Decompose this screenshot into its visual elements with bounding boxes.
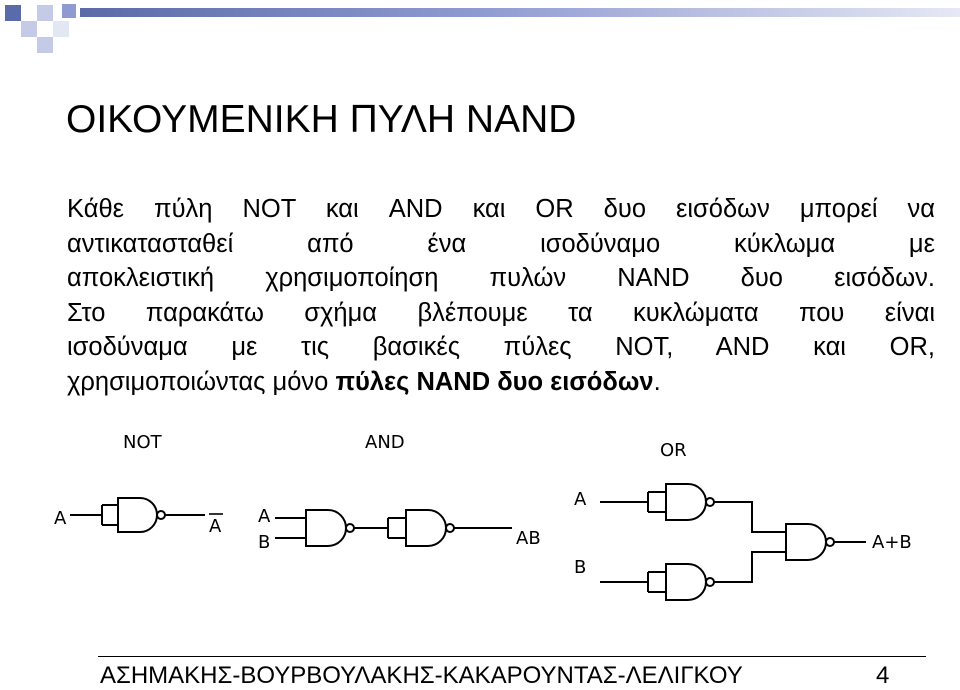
nand-bubble bbox=[346, 524, 354, 532]
and-label: AND bbox=[365, 432, 405, 453]
footer-authors: ΑΣΗΜΑΚΗΣ-ΒΟΥΡΒΟΥΛΑΚΗΣ-ΚΑΚΑΡΟΥΝΤΑΣ-ΛΕΛΙΓΚΟΥ bbox=[100, 662, 743, 689]
deco-gradient-bar bbox=[80, 8, 960, 17]
paragraph-line: αντικατασταθεί από ένα ισοδύναμο κύκλωμα με bbox=[67, 229, 935, 258]
plain-text: χρησιμοποιώντας μόνο bbox=[67, 367, 336, 396]
period: . bbox=[653, 367, 661, 396]
paragraph-line: αποκλειστική χρησιμοποίηση πυλών NAND δυο εισόδων. bbox=[67, 264, 935, 292]
nand-bubble bbox=[446, 524, 454, 532]
or-output-label: A+B bbox=[872, 532, 912, 553]
or-input-b-label: B bbox=[574, 557, 587, 578]
deco-square bbox=[5, 5, 21, 21]
and-circuit bbox=[275, 510, 512, 546]
and-output-label: AB bbox=[516, 528, 541, 549]
paragraph-line-last bbox=[67, 365, 935, 400]
and-input-b-label: B bbox=[258, 532, 271, 553]
or-label: OR bbox=[660, 440, 687, 461]
deco-square bbox=[37, 5, 53, 21]
nand-bubble bbox=[826, 538, 834, 546]
slide-title: ΟΙΚΟΥΜΕΝΙΚΗ ΠΥΛΗ NAND bbox=[66, 98, 577, 141]
nand-gate bbox=[666, 484, 706, 520]
deco-square bbox=[62, 4, 76, 18]
nand-gate bbox=[118, 498, 157, 532]
nand-bubble bbox=[706, 578, 714, 586]
and-input-a-label: A bbox=[258, 506, 271, 527]
deco-square bbox=[37, 37, 53, 53]
header-decoration bbox=[0, 0, 960, 70]
nand-gate bbox=[306, 510, 346, 546]
page-number: 4 bbox=[876, 662, 890, 689]
or-circuit bbox=[600, 484, 866, 600]
footer-divider bbox=[98, 656, 926, 657]
paragraph-line: Κάθε πύλη NOT και AND και OR δυο εισόδων μπορεί να bbox=[67, 195, 935, 223]
not-label: NOT bbox=[123, 432, 162, 453]
not-input-label: A bbox=[54, 508, 67, 529]
paragraph-line: ισοδύναμα με τις βασικές πύλες NOT, AND και OR, bbox=[67, 333, 935, 361]
bold-text: πύλες NAND δυο εισόδων bbox=[335, 367, 654, 396]
paragraph-line: Στο παρακάτω σχήμα βλέπουμε τα κυκλώματα που είναι bbox=[67, 298, 935, 327]
nand-gate bbox=[666, 564, 706, 600]
nand-circuits-diagram bbox=[0, 420, 960, 650]
not-circuit bbox=[70, 498, 205, 532]
deco-square bbox=[53, 21, 69, 37]
nand-bubble bbox=[706, 498, 714, 506]
nand-gate bbox=[406, 510, 446, 546]
body-paragraph bbox=[67, 192, 935, 399]
or-input-a-label: A bbox=[574, 489, 587, 510]
not-output-label: A bbox=[209, 516, 222, 537]
nand-bubble bbox=[157, 511, 165, 519]
deco-square bbox=[21, 21, 37, 37]
nand-gate bbox=[786, 524, 826, 560]
